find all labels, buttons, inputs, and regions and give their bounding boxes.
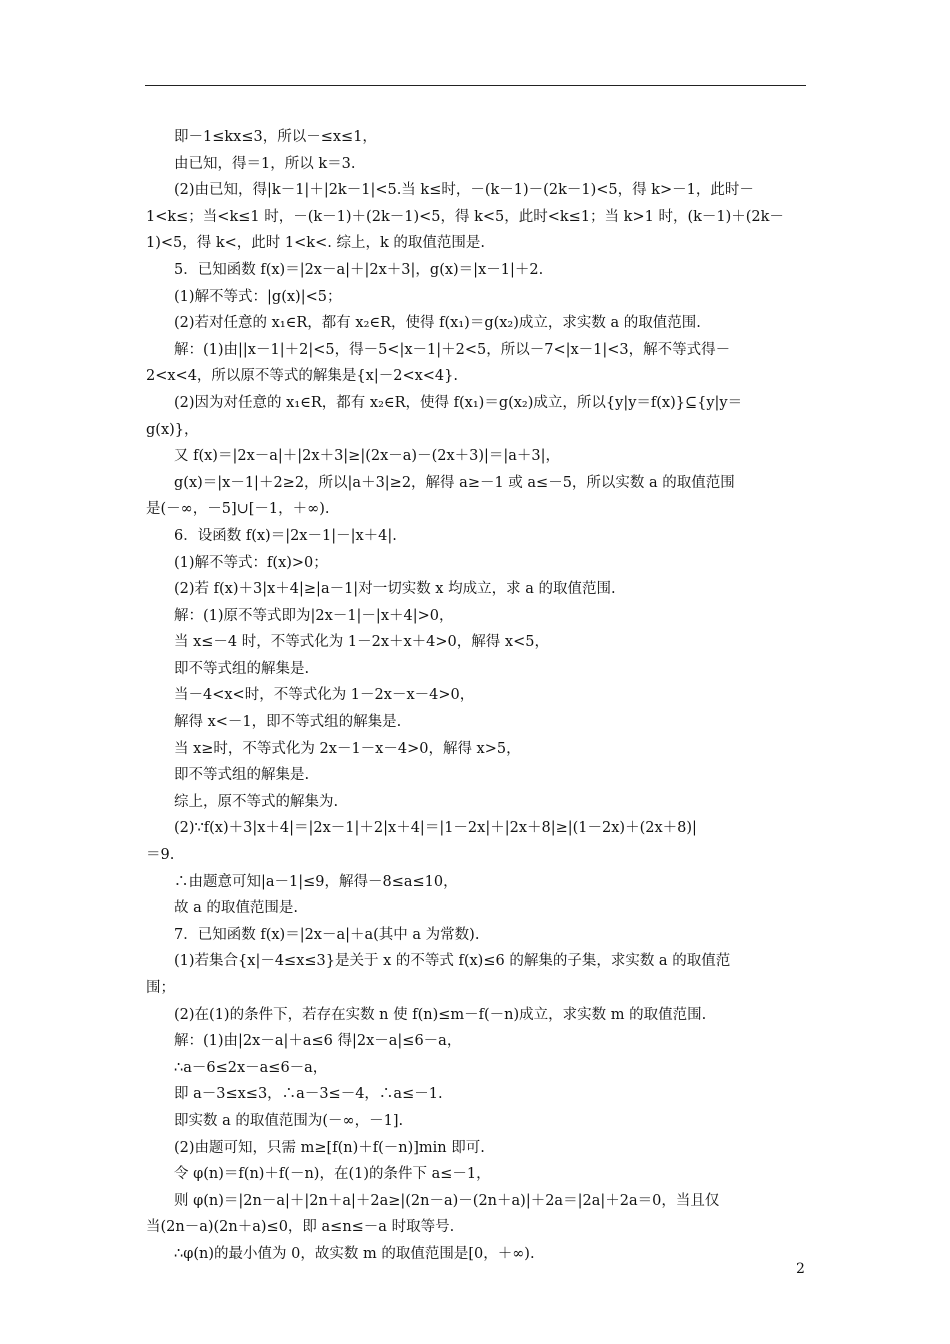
text-line: 则 φ(n)＝|2n－a|＋|2n＋a|＋2a≥|(2n－a)－(2n＋a)|＋2a＝|2a|＋2a＝0，当且仅 [174,1192,720,1209]
text-line: (2)由已知，得|k－1|＋|2k－1|<5.当 k≤时，－(k－1)－(2k－1)<5，得 k>－1，此时－ [174,182,754,199]
text-line: 当－4<x<时，不等式化为 1－2x－x－4>0， [174,687,475,704]
text-line: 解得 x<－1，即不等式组的解集是. [174,714,402,731]
text-line: 是(－∞，－5]∪[－1，＋∞). [146,501,330,518]
text-line: ∴由题意可知|a－1|≤9，解得－8≤a≤10， [174,873,458,890]
text-line: 故 a 的取值范围是. [174,900,298,917]
text-line: 即实数 a 的取值范围为(－∞，－1]. [174,1112,404,1129]
text-line: ∴a－6≤2x－a≤6－a， [174,1059,328,1076]
text-line: 综上，原不等式的解集为. [174,793,339,810]
text-line: 7．已知函数 f(x)＝|2x－a|＋a(其中 a 为常数). [174,926,480,943]
text-line: 当 x≥时，不等式化为 2x－1－x－4>0，解得 x>5， [174,740,521,757]
text-line: 由已知，得＝1，所以 k＝3. [174,155,356,172]
text-line: (1)解不等式：f(x)>0； [174,554,328,571]
text-line: 2<x<4，所以原不等式的解集是{x|－2<x<4}. [146,368,458,385]
text-line: 即不等式组的解集是. [174,660,310,677]
text-line: 解：(1)原不等式即为|2x－1|－|x＋4|>0， [174,607,454,624]
text-line: ∴φ(n)的最小值为 0，故实数 m 的取值范围是[0，＋∞). [174,1245,535,1262]
text-line: 6．设函数 f(x)＝|2x－1|－|x＋4|. [174,527,397,544]
text-line: 5．已知函数 f(x)＝|2x－a|＋|2x＋3|，g(x)＝|x－1|＋2. [174,261,544,278]
text-line: (2)因为对任意的 x₁∈R，都有 x₂∈R，使得 f(x₁)＝g(x₂)成立，所以{y|y＝f(x)}⊆{y|y＝ [174,394,743,411]
text-line: 即不等式组的解集是. [174,767,310,784]
text-line: 解：(1)由|2x－a|＋a≤6 得|2x－a|≤6－a， [174,1033,462,1050]
header-rule [145,85,806,86]
document-body [146,124,806,1268]
page-number: 2 [796,1261,805,1277]
text-line: (2)由题可知，只需 m≥[f(n)＋f(－n)]min 即可. [174,1139,485,1156]
text-line: 1<k≤；当<k≤1 时，－(k－1)＋(2k－1)<5，得 k<5，此时<k≤1；当 k>1 时，(k－1)＋(2k－ [146,208,784,225]
text-line: (1)解不等式：|g(x)|<5； [174,288,342,305]
text-line: 当(2n－a)(2n＋a)≤0，即 a≤n≤－a 时取等号. [146,1219,455,1236]
text-line: 1)<5，得 k<，此时 1<k<. 综上，k 的取值范围是. [146,235,485,252]
text-line: g(x)＝|x－1|＋2≥2，所以|a＋3|≥2，解得 a≥－1 或 a≤－5，所以实数 a 的取值范围 [174,474,735,491]
text-line: 令 φ(n)＝f(n)＋f(－n)，在(1)的条件下 a≤－1， [174,1166,491,1183]
text-line: (1)若集合{x|－4≤x≤3}是关于 x 的不等式 f(x)≤6 的解集的子集，求实数 a 的取值范 [174,953,731,970]
text-line: (2)∵f(x)＋3|x＋4|＝|2x－1|＋2|x＋4|＝|1－2x|＋|2x＋8|≥|(1－2x)＋(2x＋8)| [174,820,697,837]
text-line: 又 f(x)＝|2x－a|＋|2x＋3|≥|(2x－a)－(2x＋3)|＝|a＋3|， [174,448,561,465]
text-line: 解：(1)由||x－1|＋2|<5，得－5<|x－1|＋2<5，所以－7<|x－1|<3，解不等式得－ [174,341,731,358]
text-line: (2)在(1)的条件下，若存在实数 n 使 f(n)≤m－f(－n)成立，求实数 m 的取值范围. [174,1006,707,1023]
text-line: (2)若 f(x)＋3|x＋4|≥|a－1|对一切实数 x 均成立，求 a 的取值范围. [174,581,616,598]
text-line: g(x)}， [146,421,199,438]
text-line: 当 x≤－4 时，不等式化为 1－2x＋x＋4>0，解得 x<5， [174,634,549,651]
text-line: 围； [146,980,175,996]
text-line: 即 a－3≤x≤3，∴a－3≤－4，∴a≤－1. [174,1086,443,1103]
text-line: ＝9. [146,847,175,864]
text-line: (2)若对任意的 x₁∈R，都有 x₂∈R，使得 f(x₁)＝g(x₂)成立，求实数 a 的取值范围. [174,315,701,332]
text-line: 即－1≤kx≤3，所以－≤x≤1， [174,129,377,145]
